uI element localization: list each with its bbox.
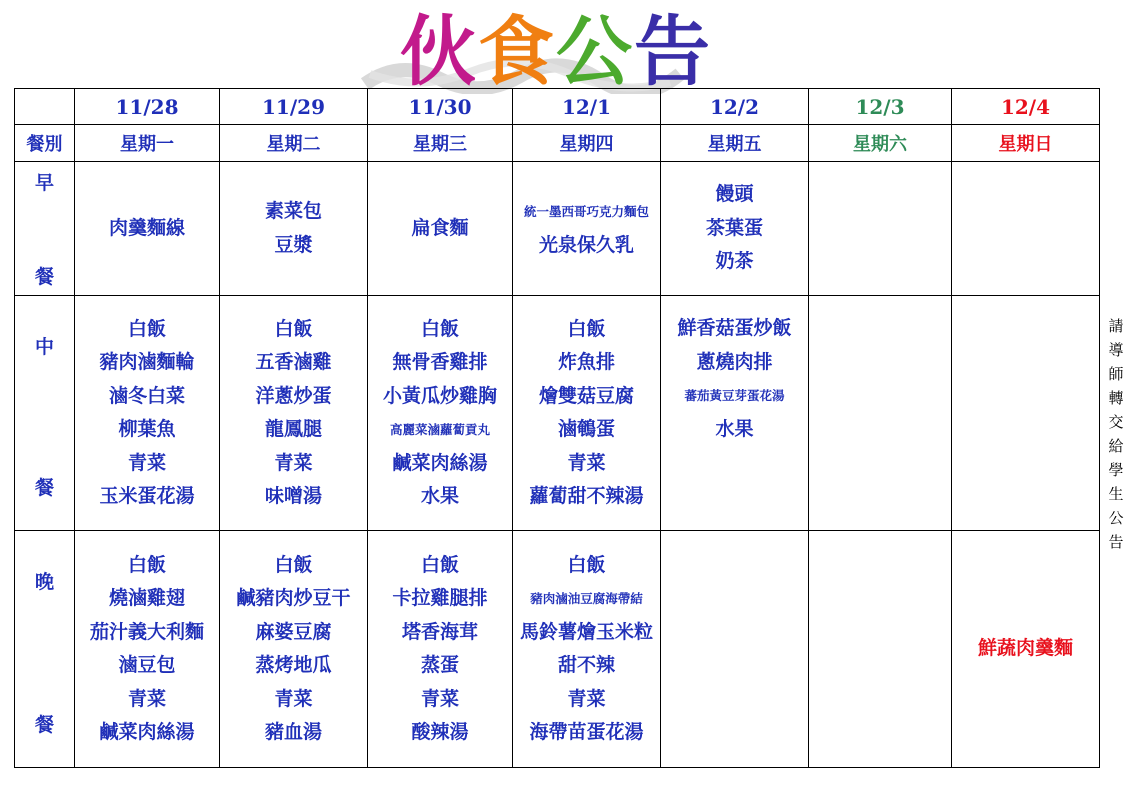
dish-item: 龍鳳腿: [264, 418, 322, 440]
meal-cell: [513, 531, 661, 768]
dish-item: 炸魚排: [557, 351, 615, 373]
meal-cell: [661, 531, 809, 768]
dish-item: 小黃瓜炒雞胸: [382, 384, 497, 407]
dish-item: 鹹菜肉絲湯: [99, 721, 195, 743]
meal-cell: [513, 296, 661, 531]
dish-item: 青菜: [274, 687, 313, 710]
date-cell-saturday: 12/3: [809, 89, 952, 125]
meal-cell: [368, 162, 513, 296]
side-note-char: 告: [1108, 533, 1124, 551]
dish-item: 水果: [420, 485, 459, 507]
meal-label-top: 早: [34, 172, 54, 194]
side-note-char: 公: [1108, 509, 1124, 527]
meal-cell: [952, 162, 1100, 296]
title-char-4: 告: [634, 7, 712, 96]
dish-item: 滷豆包: [118, 654, 176, 676]
dish-item: 高麗菜滷蘿蔔貢丸: [389, 422, 490, 437]
meal-cell: [220, 162, 368, 296]
date-cell: 11/28: [75, 89, 220, 125]
dish-item: 玉米蛋花湯: [99, 485, 195, 507]
dish-item: 豬肉滷油豆腐海帶結: [530, 591, 643, 606]
side-note-char: 生: [1108, 485, 1124, 503]
side-note-char: 學: [1108, 461, 1124, 479]
meal-cell: [75, 162, 220, 296]
date-row: [15, 89, 1100, 125]
dish-item: 白飯: [127, 553, 166, 576]
dinner-row: [15, 531, 1100, 768]
dish-item: 白飯: [420, 553, 459, 576]
title-char-1: 伙: [400, 7, 478, 96]
dish-item: 洋蔥炒蛋: [255, 384, 332, 407]
side-note-char: 導: [1108, 341, 1124, 359]
dish-item: 蘿蔔甜不辣湯: [529, 485, 644, 507]
side-note-char: 師: [1108, 365, 1124, 383]
dish-item: 奶茶: [715, 250, 754, 273]
page-title: [400, 2, 712, 102]
weekday-cell: 星期二: [220, 125, 368, 162]
dish-item: 麻婆豆腐: [255, 620, 332, 643]
dish-item: 甜不辣: [557, 654, 615, 676]
lunch-row: [15, 296, 1100, 531]
dish-item: 肉羹麵線: [108, 216, 185, 239]
dish-item: 燴雙菇豆腐: [538, 384, 634, 407]
meal-cell: [661, 296, 809, 531]
title-char-2: 食: [478, 7, 556, 96]
weekday-cell: 星期五: [661, 125, 809, 162]
meal-cell: [75, 531, 220, 768]
dish-item: 白飯: [567, 317, 606, 340]
dish-item: 茶葉蛋: [705, 216, 763, 239]
dish-item: 素菜包: [264, 200, 322, 222]
dish-item: 豬肉滷麵輪: [99, 351, 195, 373]
dish-item: 白飯: [274, 553, 313, 576]
meal-column-header: 餐別: [15, 125, 75, 162]
meal-cell-sunday: [952, 531, 1100, 768]
dish-item: 馬鈴薯燴玉米粒: [519, 620, 653, 643]
dish-item: 鮮香菇蛋炒飯: [677, 317, 792, 339]
meal-label-bottom: 餐: [34, 266, 54, 288]
dish-item: 五香滷雞: [255, 351, 332, 373]
dish-item: 扁食麵: [411, 216, 469, 239]
dish-item: 青菜: [420, 687, 459, 710]
dish-item: 酸辣湯: [411, 721, 469, 743]
date-cell-sunday: 12/4: [952, 89, 1100, 125]
weekday-cell: 星期一: [75, 125, 220, 162]
date-cell: 11/29: [220, 89, 368, 125]
dish-item: 蔥燒肉排: [696, 350, 773, 373]
dish-item: 海帶苗蛋花湯: [529, 721, 644, 743]
dish-item: 光泉保久乳: [538, 233, 634, 256]
dish-item: 白飯: [567, 553, 606, 576]
dish-item: 味噌湯: [264, 485, 322, 507]
side-note-char: 請: [1108, 317, 1124, 335]
dish-item: 青菜: [567, 687, 606, 710]
meal-cell: [809, 162, 952, 296]
date-cell: 12/2: [661, 89, 809, 125]
dish-item: 青菜: [274, 451, 313, 474]
dish-item: 白飯: [127, 317, 166, 340]
dish-item: 無骨香雞排: [392, 351, 488, 373]
dish-item: 饅頭: [715, 183, 754, 206]
dish-item: 青菜: [127, 451, 166, 474]
dish-item: 豬血湯: [264, 721, 322, 743]
dish-item: 滷鵪蛋: [557, 418, 615, 440]
dish-item: 燒滷雞翅: [108, 587, 185, 609]
weekday-cell-saturday: 星期六: [809, 125, 952, 162]
dish-item: 水果: [715, 417, 754, 440]
dish-item: 白飯: [274, 317, 313, 340]
breakfast-row: [15, 162, 1100, 296]
meal-label-top: 中: [34, 336, 54, 358]
dish-item: 鹹豬肉炒豆干: [236, 587, 351, 609]
dish-item: 豆漿: [274, 233, 313, 256]
dish-item: 塔香海茸: [401, 620, 478, 643]
dish-item: 白飯: [420, 317, 459, 340]
dish-item: 鮮蔬肉羹麵: [977, 637, 1073, 660]
weekday-row: [15, 125, 1100, 162]
dinner-label: [15, 531, 75, 768]
side-note-vertical: [1106, 314, 1126, 554]
side-note-char: 轉: [1108, 389, 1124, 407]
dish-item: 滷冬白菜: [108, 384, 185, 407]
weekday-cell: 星期三: [368, 125, 513, 162]
dish-item: 蕃茄黃豆芽蛋花湯: [684, 388, 785, 403]
meal-label-bottom: 餐: [34, 477, 54, 499]
dish-item: 柳葉魚: [118, 418, 176, 440]
dish-item: 統一墨西哥巧克力麵包: [523, 204, 649, 219]
meal-cell: [952, 296, 1100, 531]
meal-label-top: 晚: [34, 571, 54, 593]
title-banner: [360, 2, 780, 102]
meal-cell: [368, 531, 513, 768]
dish-item: 青菜: [567, 451, 606, 474]
weekday-cell-sunday: 星期日: [952, 125, 1100, 162]
meal-cell: [368, 296, 513, 531]
breakfast-label: [15, 162, 75, 296]
meal-cell: [75, 296, 220, 531]
dish-item: 蒸蛋: [420, 654, 459, 676]
dish-item: 茄汁義大利麵: [89, 620, 204, 643]
meal-cell: [220, 531, 368, 768]
title-char-3: 公: [556, 7, 634, 96]
meal-cell: [220, 296, 368, 531]
meal-cell: [513, 162, 661, 296]
dish-item: 卡拉雞腿排: [392, 587, 488, 609]
date-cell: 12/1: [513, 89, 661, 125]
side-note-char: 給: [1108, 437, 1124, 455]
corner-cell: [15, 89, 75, 125]
meal-cell: [809, 296, 952, 531]
lunch-label: [15, 296, 75, 531]
weekday-cell: 星期四: [513, 125, 661, 162]
dish-item: 蒸烤地瓜: [255, 654, 332, 676]
meal-cell: [809, 531, 952, 768]
menu-table: [14, 88, 1100, 768]
meal-label-bottom: 餐: [34, 714, 54, 736]
dish-item: 鹹菜肉絲湯: [392, 451, 488, 474]
dish-item: 青菜: [127, 687, 166, 710]
meal-cell: [661, 162, 809, 296]
side-note-char: 交: [1108, 413, 1124, 431]
date-cell: 11/30: [368, 89, 513, 125]
